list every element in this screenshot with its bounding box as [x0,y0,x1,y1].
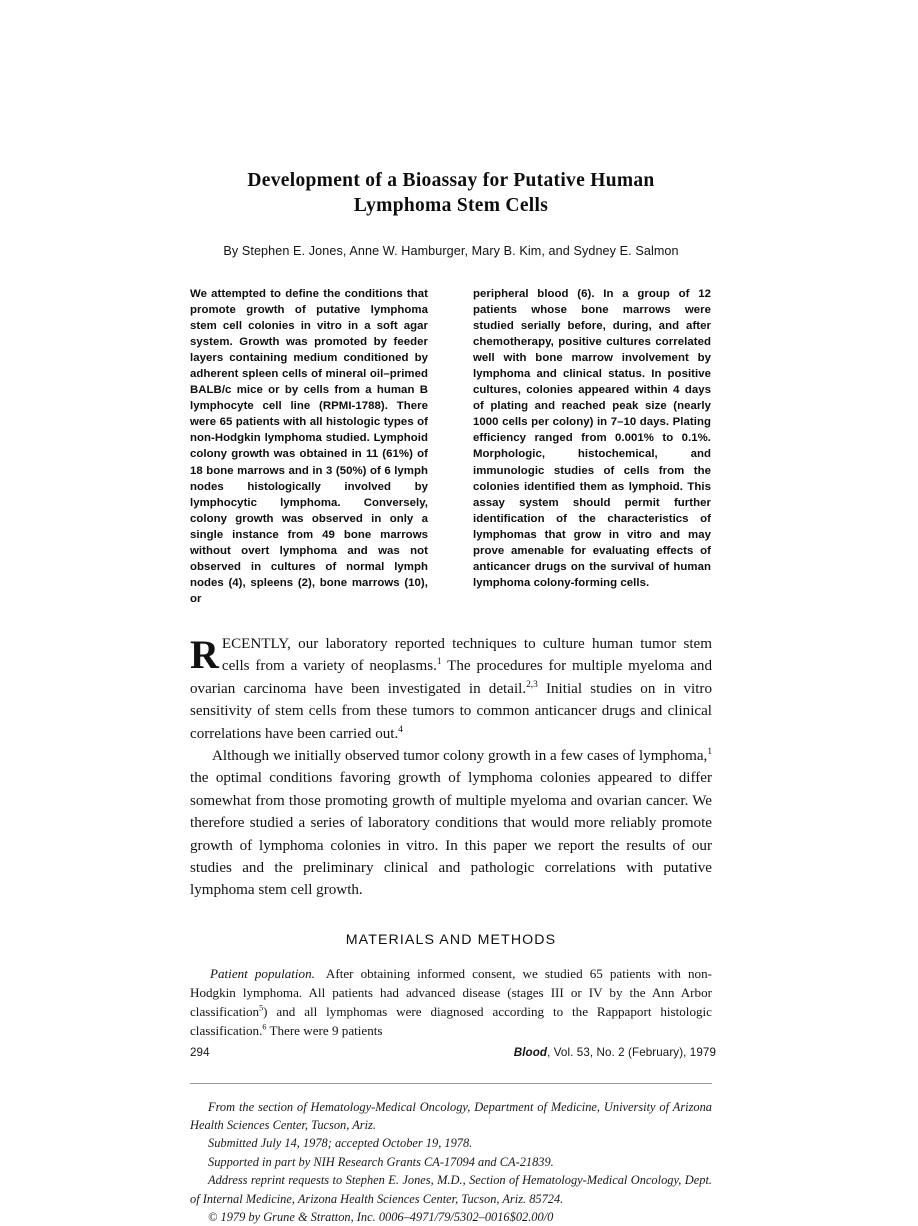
abstract-text-right: peripheral blood (6). In a group of 12 patients whose bone marrows were studied serially before, during, and after chemotherapy, positive cultures correlated well with bone marrow involvement by lymphoma and clinical status. In positive cultures, colonies appeared within 4 days of plating and reached peak size (nearly 1000 cells per colony) in 7–10 days. Plating efficiency ranged from 0.001% to 0.1%. Morphologic, histochemical, and immunologic studies of cells from the colonies identified them as lymphoid. This assay system should permit further identification of the characteristics of lymphomas that grow in vitro and may prove amenable for evaluating effects of anticancer drugs on the survival of human lymphoma colony-forming cells. [473,288,711,589]
title-line-2: Lymphoma Stem Cells [353,195,549,216]
abstract [190,286,712,607]
body-paragraph-1 [190,633,712,745]
methods-text-part3: There were 9 patients [266,1023,383,1039]
reference-marker-4: 1 [707,746,712,757]
footnote-divider [190,1083,712,1084]
author-list: By Stephen E. Jones, Anne W. Hamburger, Mary B. Kim, and Sydney E. Salmon [223,244,679,258]
reference-marker-1: 1 [436,657,442,668]
title-line-1: Development of a Bioassay for Putative Human [247,170,655,191]
page-number: 294 [190,1046,210,1059]
footnote-copyright [190,1208,712,1226]
abstract-text-left: We attempted to define the conditions that promote growth of putative lymphoma stem cell colonies in vitro in a soft agar system. Growth was promoted by feeder layers containing medium conditioned by adherent spleen cells of mineral oil–primed BALB/c mice or by cells from a human B lymphocyte cell line (RPMI-1788). There were 65 patients with all histologic types of non-Hodgkin lymphoma studied. Lymphoid colony growth was obtained in 11 (61%) of 18 bone marrows and in 3 (50%) of 6 lymph nodes histologically involved by lymphocytic lymphoma. Conversely, colony growth was observed in only a single instance from 49 bone marrows without overt lymphoma and was not observed in cultures of normal lymph nodes (4), spleens (2), bone marrows (10), or [190,288,428,605]
abstract-column-left [190,286,428,607]
footnote-reprint-requests: Address reprint requests to Stephen E. Jones, M.D., Section of Hematology-Medical Oncology, Dept. of Internal Medicine, Arizona Health Sciences Center, Tucson, Ariz. 85724. [190,1173,712,1206]
body-text [190,633,712,902]
title-block [190,0,712,258]
footnote-submitted: Submitted July 14, 1978; accepted October 19, 1978. [208,1136,473,1151]
methods-paragraph [190,964,712,1041]
page-footer [190,1046,716,1059]
section-heading-materials-and-methods: MATERIALS AND METHODS [345,931,557,948]
footnote-affiliation: From the section of Hematology-Medical Oncology, Department of Medicine, University of Arizona Health Sciences Center, Tucson, Ariz. [190,1099,712,1133]
reference-marker-2: 2,3 [526,679,538,690]
journal-volume-info: , Vol. 53, No. 2 (February), 1979 [547,1046,716,1059]
reference-marker-3: 4 [398,724,403,735]
reference-marker-5: 5 [259,1003,264,1013]
copyright-text: 1979 by Grune & Stratton, Inc. 0006–4971/79/5302–0016$02.00/0 [217,1210,554,1225]
body-p2-part2: the optimal conditions favoring growth of lymphoma colonies appeared to differ somewhat from those promoting growth of multiple myeloma and ovarian cancer. We therefore studied a series of laboratory conditions that would more reliably promote growth of lymphoma colonies in vitro. In this paper we report the results of our studies and the preliminary clinical and pathologic correlations with putative lymphoma stem cell growth. [190,770,712,899]
copyright-symbol: © [208,1210,218,1225]
footnote-support: Supported in part by NIH Research Grants CA-17094 and CA-21839. [208,1154,554,1169]
abstract-column-right [473,286,711,607]
footnotes [190,1098,712,1226]
body-p1-part1: ECENTLY, our laboratory reported techniques to culture human tumor stem cells from a variety of neoplasms. [221,635,712,675]
drop-cap: R [190,631,219,677]
body-p2-part1: Although we initially observed tumor colony growth in a few cases of lymphoma, [212,747,708,764]
body-p1-part3: Initial studies on in vitro sensitivity of stem cells from these tumors to common anticancer drugs and clinical correlations have been carried out. [190,680,712,742]
methods-section [190,964,712,1041]
methods-text-part2: ) and all lymphomas were diagnosed according to the Rappaport histologic classification. [190,1004,712,1039]
reference-marker-6: 6 [262,1023,267,1033]
methods-text-part1: After obtaining informed consent, we studied 65 patients with non-Hodgkin lymphoma. All patients had advanced disease (stages III or IV by the Ann Arbor classification [190,965,712,1020]
journal-name: Blood [513,1046,548,1059]
methods-runin-label: Patient population. [210,965,315,981]
body-p1-part2: The procedures for multiple myeloma and ovarian carcinoma have been investigated in detail. [190,658,712,697]
page-content [190,0,712,1226]
journal-citation [514,1046,716,1059]
page-title [221,168,681,218]
body-paragraph-2 [190,745,712,902]
